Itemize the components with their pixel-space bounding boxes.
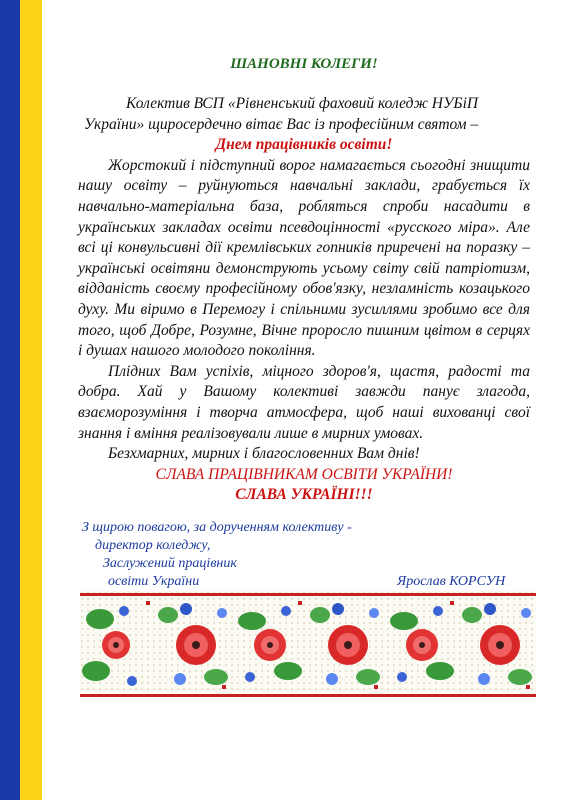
flag-stripe-yellow <box>20 0 42 800</box>
letter-title: ШАНОВНІ КОЛЕГИ! <box>230 56 378 72</box>
intro-line-2: України» щиросердечно вітає Вас із професійним святом – <box>84 115 479 133</box>
signature-line-2: директор коледжу, <box>95 538 211 553</box>
glory-ukraine: СЛАВА УКРАЇНІ!!! <box>235 486 373 504</box>
paragraph-blessing: Безхмарних, мирних і благословенних Вам днів! <box>108 445 420 463</box>
flag-stripe-blue <box>0 0 20 800</box>
signature-line-3: Заслужений працівник <box>103 556 237 571</box>
paragraph-war: Жорстокий і підступний ворог намагається сьогодні знищити нашу освіту – руйнуються навчальні заклади, грабується їх навчально-матеріальна база, робляться спроби насадити в українських закладах освіти псевдоцінності «русского міра». Але всі ці конвульсивні дії кремлівських гопників приречені на поразку – українські освітяни демонструють усьому світу свій патріотизм, відданість своєму професійному обов'язку, незламність козацького духу. Ми віримо в Перемогу і спільними зусиллями зробимо все для того, щоб Добре, Розумне, Вічне проросло пишним цвітом в серцях і душах нашого молодого покоління. <box>78 156 530 360</box>
paragraph-wishes: Плідних Вам успіхів, міцного здоров'я, щастя, радості та добра. Хай у Вашому колективі завжди панує злагода, взаєморозуміння і творча атмосфера, щоб наші вихованці свої знання і вміння реалізовували лише в мирних умовах. <box>78 362 530 442</box>
signature-name: Ярослав КОРСУН <box>397 574 506 589</box>
embroidery-flower-border-icon <box>80 591 536 699</box>
signature-line-4: освіти України <box>108 574 200 589</box>
intro-line-1: Колектив ВСП «Рівненський фаховий коледж НУБіП <box>126 95 479 112</box>
glory-education: СЛАВА ПРАЦІВНИКАМ ОСВІТИ УКРАЇНИ! <box>155 465 453 483</box>
holiday-name: Днем працівників освіти! <box>215 136 393 154</box>
letter-body <box>78 94 530 506</box>
signature-line-1: З щирою повагою, за дорученням колективу - <box>82 520 352 535</box>
